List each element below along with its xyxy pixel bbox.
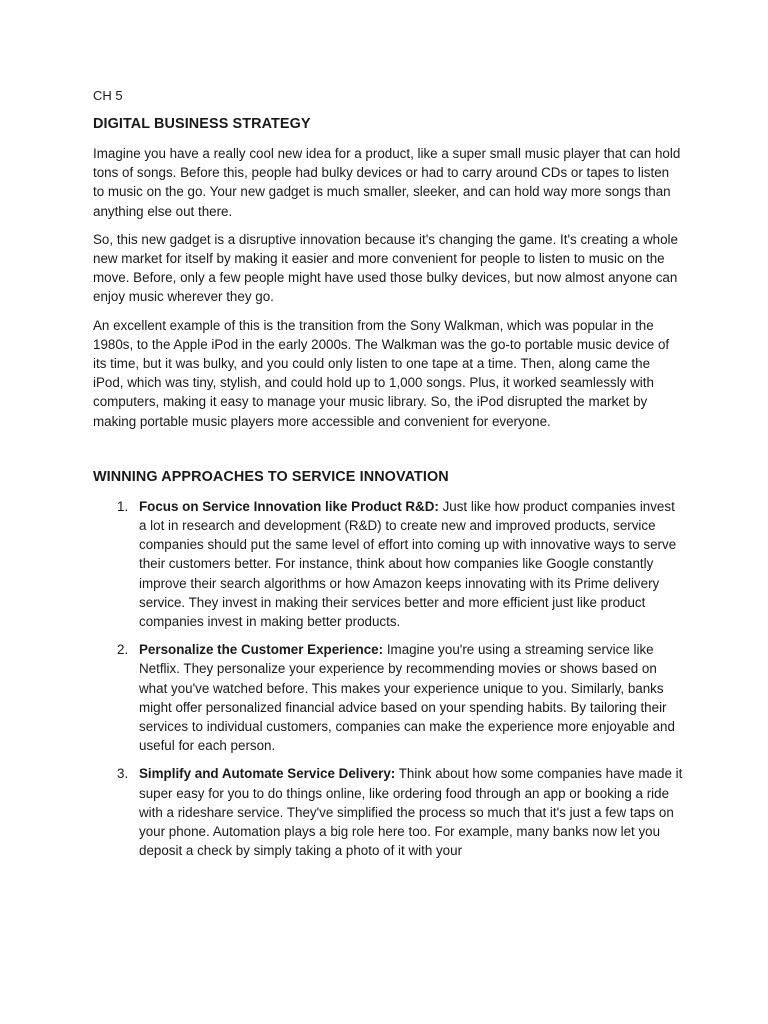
paragraph-walkman-ipod-example: An excellent example of this is the transition from the Sony Walkman, which was popular in the 1980s, to the Apple iPod in the early 2000s. The Walkman was the go-to portable music device of its time, but it was bulky, and you could only listen to one tape at a time. Then, along came the iPod, which was tiny, stylish, and could hold up to 1,000 songs. Plus, it worked seamlessly with computers, making it easy to manage your music library. So, the iPod disrupted the market by making portable music players more accessible and convenient for everyone. bbox=[93, 317, 670, 429]
list-item bbox=[93, 497, 683, 631]
list-item bbox=[93, 640, 683, 755]
document-title: DIGITAL BUSINESS STRATEGY bbox=[93, 116, 311, 132]
paragraph-disruptive-innovation: So, this new gadget is a disruptive innovation because it's changing the game. It's creating a whole new market for itself by making it easier and more convenient for people to listen to music on the move. Before, only a few people might have used those bulky devices, but now almost anyone can enjoy music wherever they go. bbox=[93, 231, 678, 305]
list-item-text: Just like how product companies invest a lot in research and development (R&D) to create new and improved products, service companies should put the same level of effort into coming up with innovative ways to serve their customers better. For instance, think about how companies like Google constantly improve their search algorithms or how Amazon keeps innovating with its Prime delivery service. They invest in making their services better and more efficient just like product companies invest in making better products. bbox=[139, 498, 677, 630]
paragraph-intro: Imagine you have a really cool new idea for a product, like a super small music player that can hold tons of songs. Before this, people had bulky devices or had to carry around CDs or tapes to listen to music on the go. Your new gadget is much smaller, sleeker, and can hold way more songs than anything else out there. bbox=[93, 146, 681, 219]
list-item-text: Imagine you're using a streaming service like Netflix. They personalize your experience by recommending movies or shows based on what you've watched before. This makes your experience unique to you. Similarly, banks might offer personalized financial advice based on your spending habits. By tailoring their services to individual customers, companies can make the experience more enjoyable and useful for each person. bbox=[139, 642, 675, 754]
list-item-number: 1. bbox=[117, 498, 129, 514]
list-item bbox=[93, 764, 683, 860]
list-item-lead: Personalize the Customer Experience: bbox=[139, 642, 384, 658]
list-item-text: Think about how some companies have made it super easy for you to do things online, like ordering food through an app or booking a ride with a rideshare service. They've simplified the process so much that it's just a few taps on your phone. Automation plays a big role here too. For example, many banks now let you deposit a check by simply taking a photo of it with your bbox=[139, 766, 683, 859]
list-item-lead: Simplify and Automate Service Delivery: bbox=[139, 766, 396, 782]
list-item-number: 3. bbox=[117, 766, 129, 782]
document-page bbox=[93, 86, 683, 870]
section-title: WINNING APPROACHES TO SERVICE INNOVATION bbox=[93, 468, 449, 485]
list-item-lead: Focus on Service Innovation like Product R&D: bbox=[139, 498, 439, 514]
chapter-label: CH 5 bbox=[93, 88, 123, 103]
list-item-number: 2. bbox=[117, 642, 129, 658]
approaches-list bbox=[93, 497, 683, 861]
